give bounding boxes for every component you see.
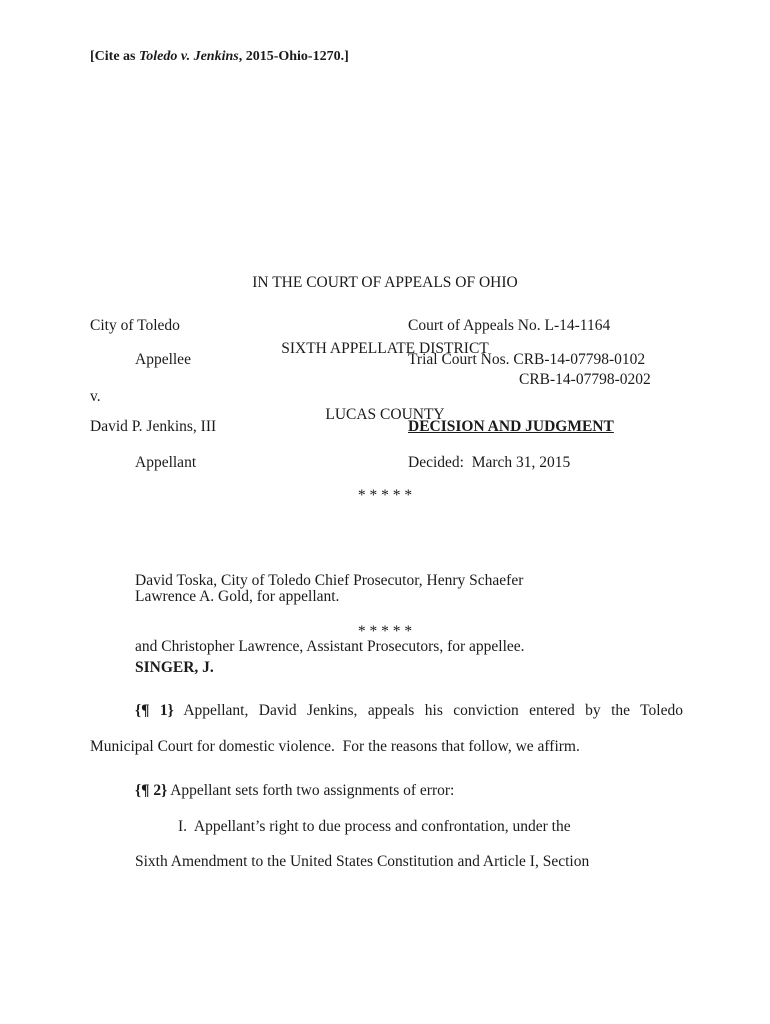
court-of-appeals-number: Court of Appeals No. L-14-1164 [408, 317, 611, 334]
paragraph-1-text: Appellant, David Jenkins, appeals his conviction entered by the Toledo [173, 702, 683, 719]
paragraph-2-text: Appellant sets forth two assignments of error: [167, 782, 455, 799]
assignment-1-line-1: I. Appellant’s right to due process and confrontation, under the [178, 818, 571, 835]
section-separator-1: * * * * * [357, 487, 413, 504]
trial-court-numbers-line-1: Trial Court Nos. CRB-14-07798-0102 [408, 351, 646, 368]
paragraph-2-number: {¶ 2} [135, 782, 168, 799]
decision-title: DECISION AND JUDGMENT [408, 418, 614, 435]
versus-label: v. [90, 388, 101, 405]
decided-date: Decided: March 31, 2015 [408, 454, 571, 471]
citation-header [90, 47, 349, 67]
paragraph-1-line-1 [135, 701, 683, 721]
paragraph-1-number: {¶ 1} [135, 702, 174, 719]
paragraph-1-line-2: Municipal Court for domestic violence. For the reasons that follow, we affirm. [90, 738, 580, 755]
appellee-label: Appellee [135, 351, 191, 368]
counsel-appellee-line-2: and Christopher Lawrence, Assistant Prosecutors, for appellee. [135, 638, 525, 655]
assignment-1-line-2: Sixth Amendment to the United States Constitution and Article I, Section [135, 853, 590, 870]
defendant-name: David P. Jenkins, III [90, 418, 217, 435]
counsel-appellee-line-1: David Toska, City of Toledo Chief Prosecutor, Henry Schaefer [135, 572, 524, 589]
counsel-appellant: Lawrence A. Gold, for appellant. [135, 588, 340, 605]
citation-suffix: , 2015-Ohio-1270.] [238, 49, 349, 64]
court-title-line-2: SIXTH APPELLATE DISTRICT [281, 340, 489, 357]
paragraph-2 [135, 781, 454, 801]
court-title-line-1: IN THE COURT OF APPEALS OF OHIO [252, 274, 518, 291]
citation-prefix: [Cite as [90, 49, 139, 64]
section-separator-2: * * * * * [357, 623, 413, 640]
trial-court-numbers-line-2: CRB-14-07798-0202 [519, 371, 651, 388]
citation-case-name: Toledo v. Jenkins [139, 49, 239, 64]
appellant-label: Appellant [135, 454, 197, 471]
plaintiff-name: City of Toledo [90, 317, 180, 334]
opinion-author: SINGER, J. [135, 659, 214, 676]
court-title-line-3: LUCAS COUNTY [325, 406, 445, 423]
